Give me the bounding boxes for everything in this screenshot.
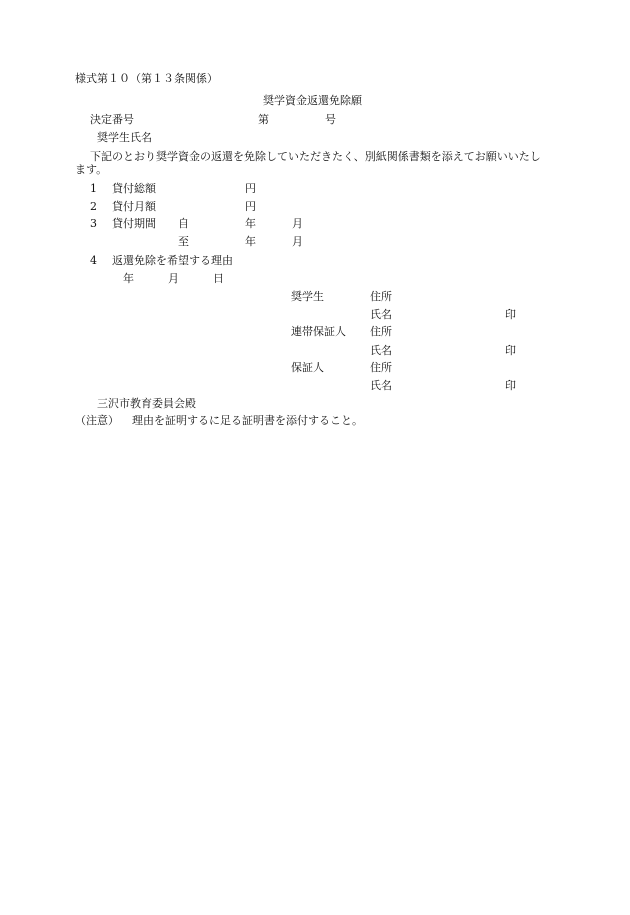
form-label: 様式第１０（第１３条関係） (75, 72, 218, 85)
signatory-name-label: 氏名 (370, 308, 392, 321)
date-year: 年 (123, 272, 134, 285)
signatory-role-guarantor: 保証人 (291, 361, 324, 374)
body-text-line2: ます。 (75, 163, 108, 176)
period-from-year: 年 (245, 217, 256, 230)
note-label: （注意） (75, 414, 119, 427)
date-month: 月 (168, 272, 179, 285)
signatory-name-label: 氏名 (370, 344, 392, 357)
period-from-month: 月 (292, 217, 303, 230)
item-3-label: 貸付期間 (112, 217, 156, 230)
signatory-address-label: 住所 (370, 325, 392, 338)
item-2-unit: 円 (245, 200, 256, 213)
addressee: 三沢市教育委員会殿 (97, 397, 196, 410)
signatory-address-label: 住所 (370, 290, 392, 303)
date-day: 日 (213, 272, 224, 285)
period-to: 至 (178, 235, 189, 248)
student-name-label: 奨学生氏名 (97, 131, 152, 144)
period-to-year: 年 (245, 235, 256, 248)
signatory-role-student: 奨学生 (291, 290, 324, 303)
item-1-label: 貸付総額 (112, 182, 156, 195)
seal-mark: 印 (505, 379, 516, 392)
seal-mark: 印 (505, 344, 516, 357)
body-text-line1: 下記のとおり奨学資金の返還を免除していただきたく、別紙関係書類を添えてお願いいたし (90, 150, 541, 163)
item-1-number: 1 (90, 182, 97, 195)
signatory-name-label: 氏名 (370, 379, 392, 392)
item-4-label: 返還免除を希望する理由 (112, 254, 233, 267)
item-1-unit: 円 (245, 182, 256, 195)
document-title: 奨学資金返還免除願 (263, 94, 362, 107)
item-3-number: 3 (90, 217, 97, 230)
signatory-address-label: 住所 (370, 361, 392, 374)
item-4-number: 4 (90, 254, 97, 267)
decision-number-label: 決定番号 (90, 113, 134, 126)
decision-go: 号 (325, 113, 336, 126)
seal-mark: 印 (505, 308, 516, 321)
item-2-label: 貸付月額 (112, 200, 156, 213)
period-from: 自 (178, 217, 189, 230)
signatory-role-joint-guarantor: 連帯保証人 (291, 325, 346, 338)
note-text: 理由を証明するに足る証明書を添付すること。 (132, 414, 363, 427)
decision-dai: 第 (258, 113, 269, 126)
item-2-number: 2 (90, 200, 97, 213)
period-to-month: 月 (292, 235, 303, 248)
